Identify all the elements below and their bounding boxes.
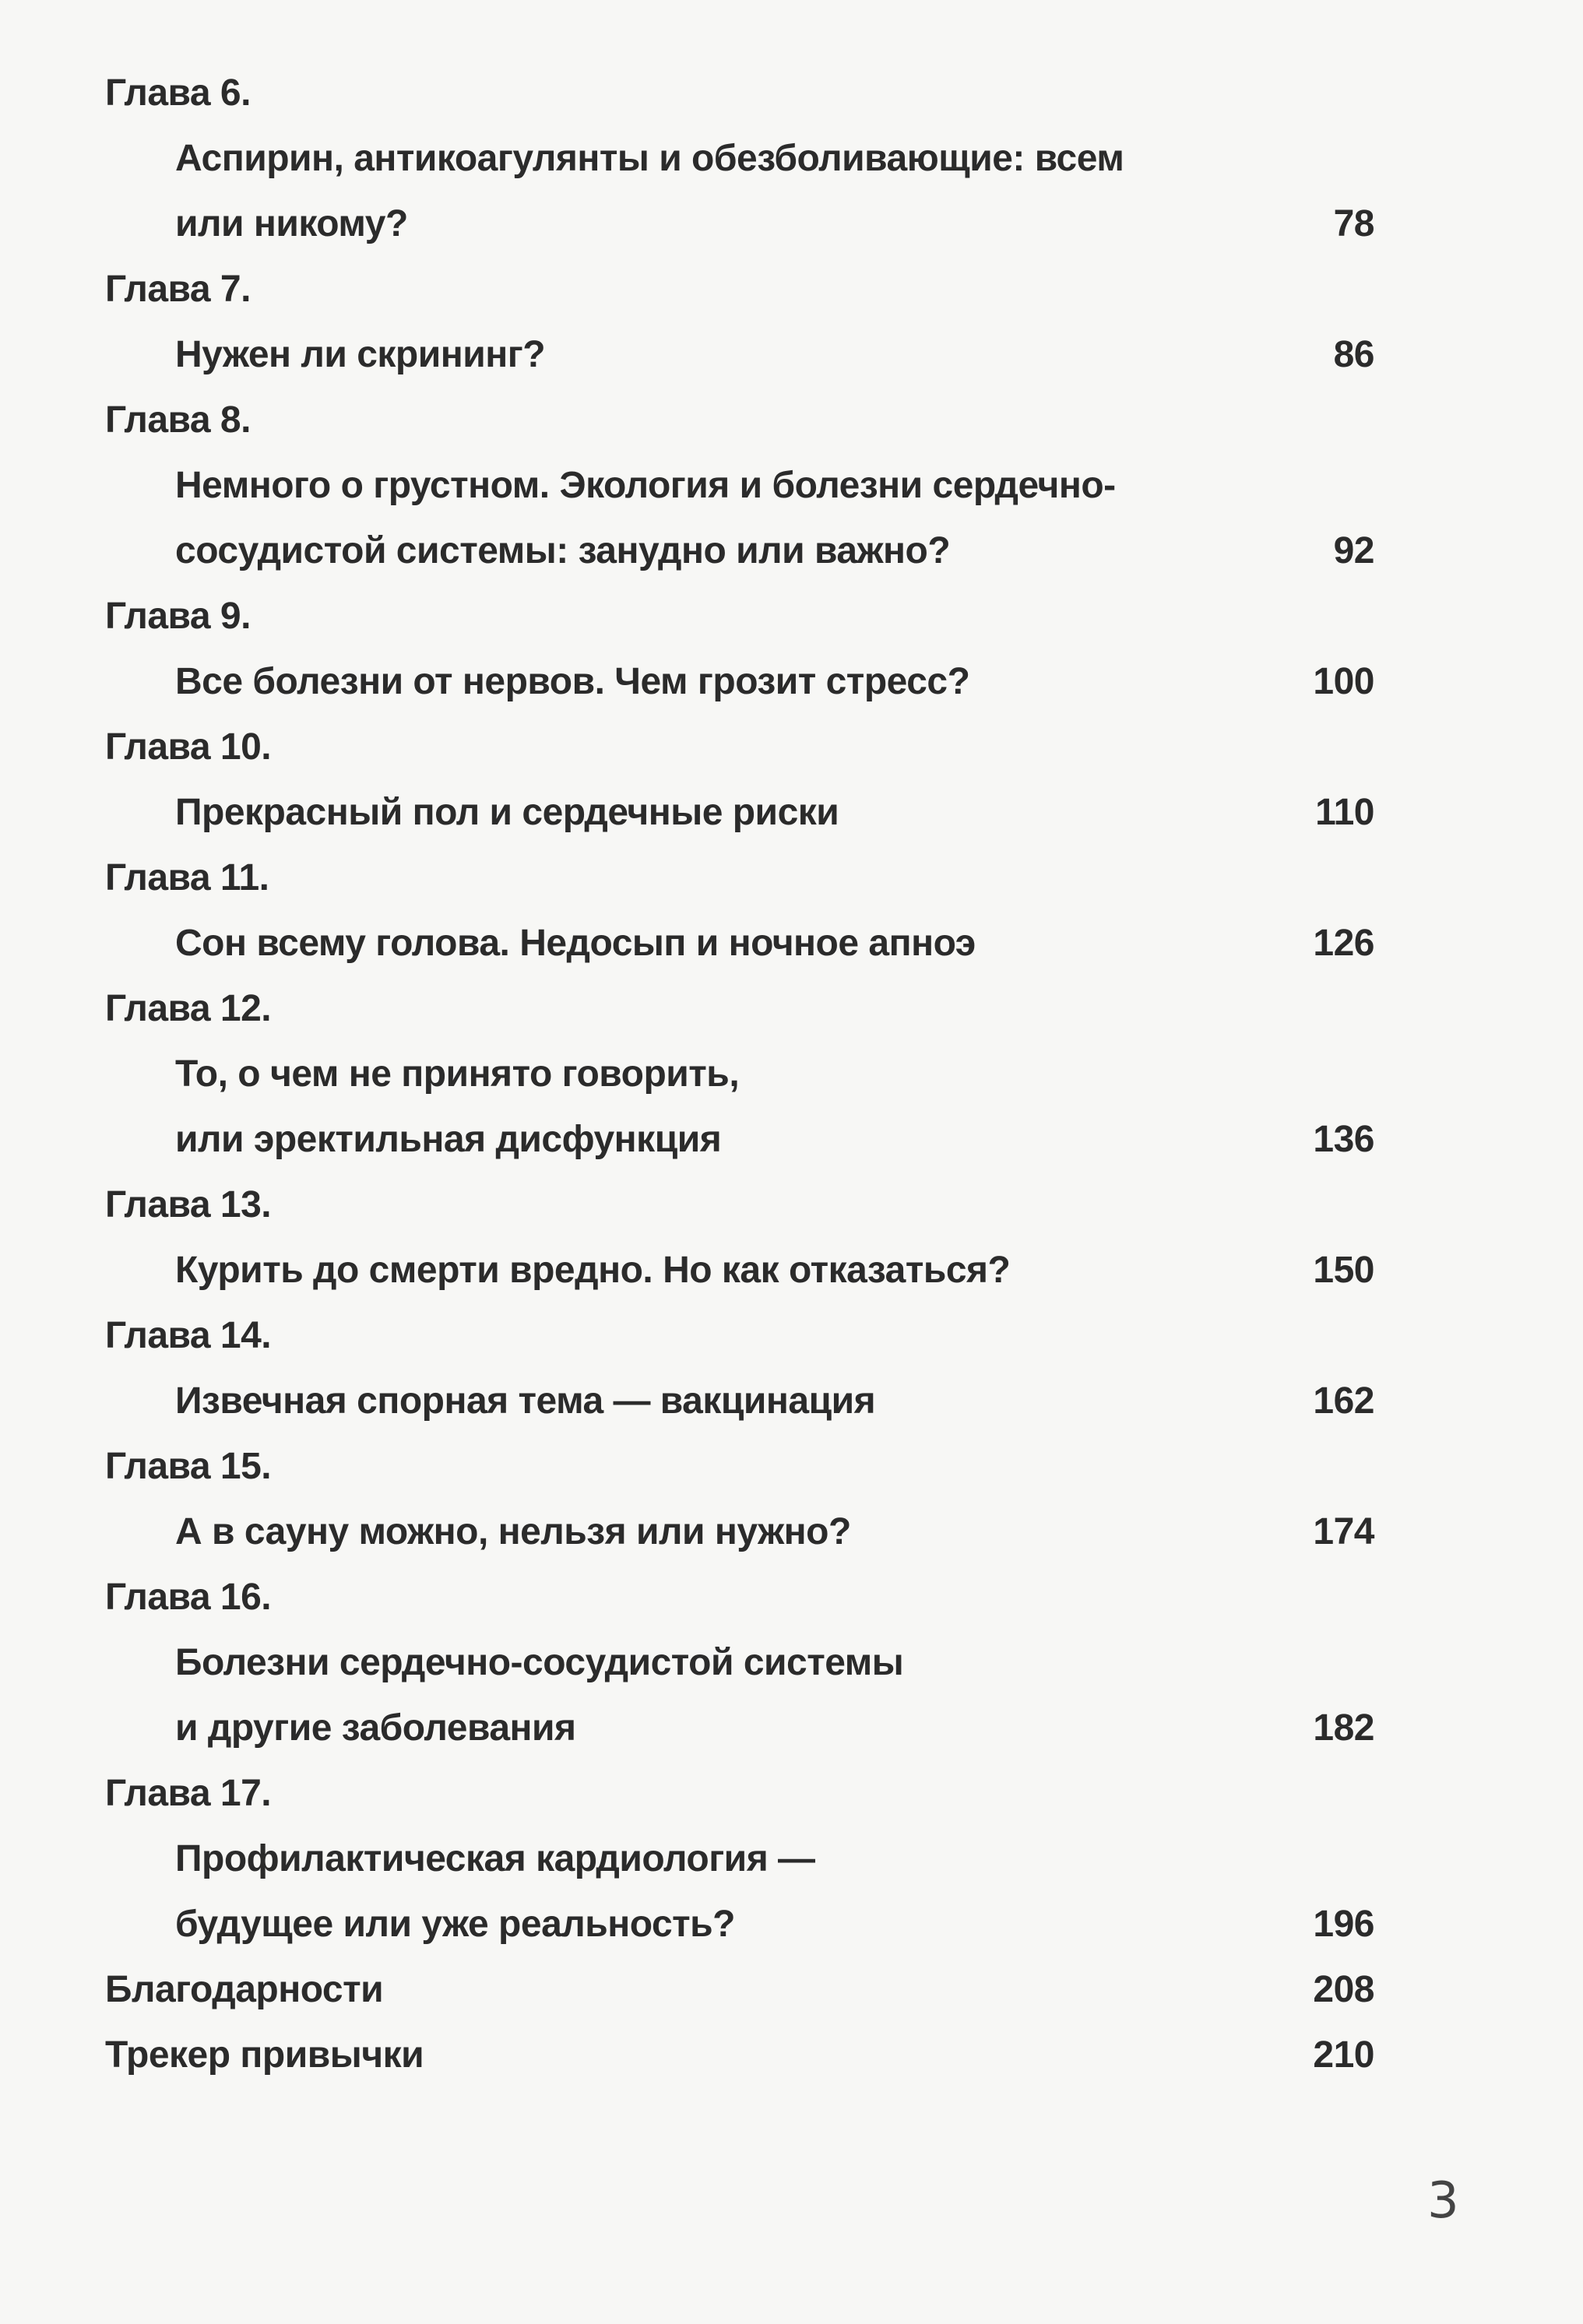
- toc-entry-title: [105, 1892, 1374, 1957]
- page-ref: 162: [1313, 1380, 1374, 1422]
- entry-text: Глава 14.: [105, 1315, 272, 1356]
- toc-entry-title: [105, 911, 1374, 976]
- toc-habit-tracker: [105, 2023, 1374, 2088]
- entry-text: Курить до смерти вредно. Но как отказаться?: [175, 1250, 1011, 1291]
- page-ref: 208: [1313, 1969, 1374, 2010]
- toc-chapter-label: [105, 1761, 1374, 1827]
- page-ref: 100: [1313, 661, 1374, 702]
- page-ref: 92: [1333, 530, 1374, 571]
- toc-entry-title: [105, 1369, 1374, 1434]
- entry-text: Глава 6.: [105, 72, 251, 114]
- toc-entry-title: [105, 322, 1374, 388]
- page-ref: 196: [1313, 1904, 1374, 1945]
- entry-text: сосудистой системы: занудно или важно?: [175, 530, 951, 571]
- page-ref: 136: [1313, 1119, 1374, 1160]
- page-ref: 182: [1313, 1707, 1374, 1749]
- toc-acknowledgements: [105, 1957, 1374, 2023]
- toc-chapter-label: [105, 715, 1374, 780]
- toc-entry-title: [105, 1696, 1374, 1761]
- entry-text: То, о чем не принято говорить,: [175, 1053, 740, 1095]
- toc-entry-title: [105, 1500, 1374, 1565]
- toc-chapter-label: [105, 257, 1374, 322]
- entry-text: Болезни сердечно-сосудистой системы: [175, 1642, 904, 1683]
- entry-text: или никому?: [175, 203, 408, 244]
- toc-entry-title: [105, 519, 1374, 584]
- toc-entry-title: [105, 453, 1374, 519]
- entry-text: А в сауну можно, нельзя или нужно?: [175, 1511, 851, 1552]
- page-ref: 210: [1313, 2034, 1374, 2076]
- toc-entry-title: [105, 1042, 1374, 1107]
- toc-chapter-label: [105, 388, 1374, 453]
- toc-chapter-label: [105, 1173, 1374, 1238]
- entry-text: Глава 11.: [105, 857, 269, 898]
- entry-text: Глава 12.: [105, 988, 272, 1029]
- table-of-contents: [105, 61, 1374, 2088]
- page-number: 3: [1427, 2172, 1459, 2230]
- entry-text: Глава 7.: [105, 269, 251, 310]
- entry-text: Глава 17.: [105, 1773, 272, 1814]
- entry-text: Глава 9.: [105, 596, 251, 637]
- toc-chapter-label: [105, 1565, 1374, 1630]
- toc-entry-title: [105, 1107, 1374, 1173]
- toc-entry-title: [105, 1827, 1374, 1892]
- toc-entry-title: [105, 649, 1374, 715]
- toc-entry-title: [105, 192, 1374, 257]
- page-ref: 110: [1315, 792, 1374, 833]
- entry-text: Глава 10.: [105, 726, 272, 768]
- entry-text: Глава 8.: [105, 399, 251, 441]
- page-ref: 126: [1313, 923, 1374, 964]
- entry-text: Трекер привычки: [105, 2034, 424, 2076]
- entry-text: Благодарности: [105, 1969, 384, 2010]
- page-ref: 78: [1333, 203, 1374, 244]
- toc-entry-title: [105, 126, 1374, 192]
- toc-entry-title: [105, 1238, 1374, 1303]
- entry-text: Аспирин, антикоагулянты и обезболивающие: всем: [175, 138, 1124, 179]
- entry-text: Нужен ли скрининг?: [175, 334, 546, 375]
- entry-text: Глава 13.: [105, 1184, 272, 1225]
- entry-text: Прекрасный пол и сердечные риски: [175, 792, 839, 833]
- toc-chapter-label: [105, 1434, 1374, 1500]
- toc-entry-title: [105, 1630, 1374, 1696]
- entry-text: и другие заболевания: [175, 1707, 576, 1749]
- page-ref: 86: [1333, 334, 1374, 375]
- toc-chapter-label: [105, 584, 1374, 649]
- toc-chapter-label: [105, 1303, 1374, 1369]
- toc-chapter-label: [105, 976, 1374, 1042]
- entry-text: Сон всему голова. Недосып и ночное апноэ: [175, 923, 976, 964]
- entry-text: Немного о грустном. Экология и болезни сердечно-: [175, 465, 1116, 506]
- entry-text: Профилактическая кардиология —: [175, 1838, 815, 1879]
- page-ref: 150: [1313, 1250, 1374, 1291]
- entry-text: Глава 15.: [105, 1446, 272, 1487]
- entry-text: Извечная спорная тема — вакцинация: [175, 1380, 876, 1422]
- entry-text: Глава 16.: [105, 1577, 272, 1618]
- toc-entry-title: [105, 780, 1374, 846]
- entry-text: будущее или уже реальность?: [175, 1904, 735, 1945]
- entry-text: Все болезни от нервов. Чем грозит стресс?: [175, 661, 970, 702]
- page-ref: 174: [1313, 1511, 1374, 1552]
- toc-chapter-label: [105, 846, 1374, 911]
- entry-text: или эректильная дисфункция: [175, 1119, 722, 1160]
- toc-chapter-label: [105, 61, 1374, 126]
